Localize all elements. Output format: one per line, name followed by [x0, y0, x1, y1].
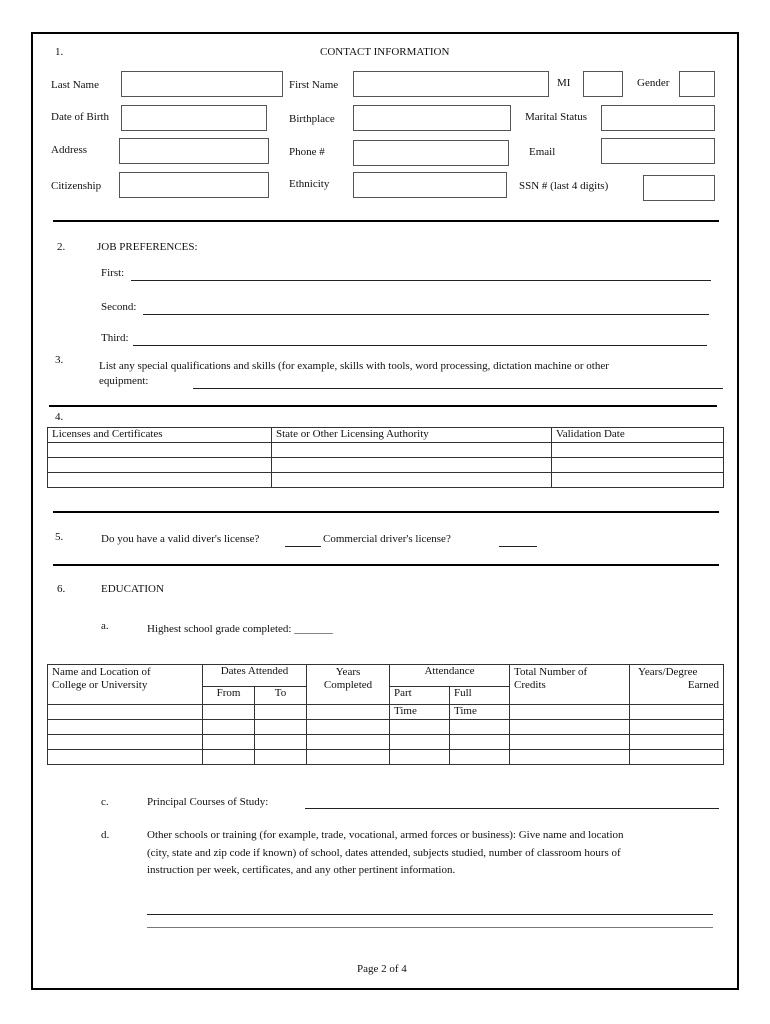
education-table: [47, 664, 724, 765]
gender-label: Gender: [637, 77, 670, 89]
header-validation-date: Validation Date: [552, 428, 724, 443]
table-cell[interactable]: [48, 473, 272, 488]
table-cell[interactable]: [450, 735, 510, 750]
other-training-answer-line-2[interactable]: [147, 927, 713, 928]
job-second-line[interactable]: [143, 314, 709, 315]
commercial-license-answer-line[interactable]: [499, 546, 537, 547]
section3-text-2: equipment:: [99, 375, 149, 387]
table-cell[interactable]: [450, 720, 510, 735]
section-divider: [49, 405, 717, 407]
header-to: To: [255, 686, 307, 704]
header-degree: [630, 665, 724, 705]
table-cell[interactable]: [390, 720, 450, 735]
section-divider: [53, 220, 719, 222]
item-c-letter: c.: [101, 796, 109, 808]
birthplace-label: Birthplace: [289, 113, 335, 125]
address-field[interactable]: [119, 138, 269, 164]
table-cell[interactable]: [272, 473, 552, 488]
first-name-label: First Name: [289, 79, 339, 91]
section-divider: [53, 511, 719, 513]
header-part-line1: Part: [394, 686, 412, 699]
table-cell[interactable]: [552, 443, 724, 458]
table-cell[interactable]: [510, 735, 630, 750]
table-cell[interactable]: [630, 750, 724, 765]
highest-grade-text: Highest school grade completed: _______: [147, 623, 333, 635]
header-credits-line1: Total Number of: [514, 666, 588, 678]
header-full-time: [450, 686, 510, 704]
section3-number: 3.: [55, 354, 64, 366]
header-years-line1: Years: [335, 666, 361, 678]
marital-status-label: Marital Status: [525, 111, 588, 123]
table-cell[interactable]: [48, 443, 272, 458]
phone-field[interactable]: [353, 140, 509, 166]
job-second-label: Second:: [101, 301, 137, 313]
table-cell[interactable]: [390, 750, 450, 765]
table-cell[interactable]: [450, 750, 510, 765]
table-row: [48, 473, 724, 488]
last-name-field[interactable]: [121, 71, 283, 97]
last-name-label: Last Name: [51, 79, 99, 91]
marital-status-field[interactable]: [601, 105, 715, 131]
table-cell[interactable]: [307, 735, 390, 750]
table-cell[interactable]: [552, 458, 724, 473]
header-attendance: Attendance: [390, 665, 510, 687]
table-cell[interactable]: [510, 705, 630, 720]
table-cell[interactable]: [630, 720, 724, 735]
birthplace-field[interactable]: [353, 105, 511, 131]
job-third-line[interactable]: [133, 345, 707, 346]
table-cell[interactable]: [203, 735, 255, 750]
table-cell[interactable]: [203, 720, 255, 735]
table-cell[interactable]: [48, 705, 203, 720]
other-training-line1: Other schools or training (for example, trade, vocational, armed forces or business): Give name and location: [147, 829, 624, 841]
email-field[interactable]: [601, 138, 715, 164]
table-cell[interactable]: [307, 705, 390, 720]
table-cell[interactable]: [510, 750, 630, 765]
table-row: [48, 458, 724, 473]
header-degree-line1: Years/Degree: [638, 666, 698, 678]
email-label: Email: [529, 146, 556, 158]
header-degree-line2: Earned: [687, 679, 719, 691]
table-cell: Time: [390, 705, 450, 720]
ssn-field[interactable]: [643, 175, 715, 201]
table-cell[interactable]: [510, 720, 630, 735]
ethnicity-field[interactable]: [353, 172, 507, 198]
header-school-line1: Name and Location of: [52, 666, 151, 678]
licenses-table: [47, 427, 724, 488]
header-years-line2: Completed: [323, 679, 373, 691]
page-number: Page 2 of 4: [357, 963, 407, 975]
mi-field[interactable]: [583, 71, 623, 97]
courses-label: Principal Courses of Study:: [147, 796, 269, 808]
table-cell[interactable]: [255, 735, 307, 750]
table-header-row: [48, 665, 724, 687]
table-row: [48, 735, 724, 750]
table-cell[interactable]: [630, 705, 724, 720]
table-cell[interactable]: [255, 705, 307, 720]
first-name-field[interactable]: [353, 71, 549, 97]
other-training-answer-line[interactable]: [147, 914, 713, 915]
other-training-line2: (city, state and zip code if known) of school, dates attended, subjects studied, number of classroom hours of: [147, 847, 621, 859]
commercial-license-question: Commercial driver's license?: [323, 533, 451, 545]
section2-title: JOB PREFERENCES:: [97, 241, 198, 253]
section5-number: 5.: [55, 531, 64, 543]
table-cell[interactable]: [255, 750, 307, 765]
table-cell[interactable]: [630, 735, 724, 750]
section6-title: EDUCATION: [101, 583, 164, 595]
table-cell[interactable]: [272, 458, 552, 473]
table-cell[interactable]: [48, 750, 203, 765]
mi-label: MI: [557, 77, 571, 89]
header-licenses: Licenses and Certificates: [48, 428, 272, 443]
courses-line[interactable]: [305, 808, 719, 809]
table-row: [48, 720, 724, 735]
job-first-label: First:: [101, 267, 125, 279]
table-cell[interactable]: [272, 443, 552, 458]
table-header-row: [48, 428, 724, 443]
table-cell: Time: [450, 705, 510, 720]
header-years: [307, 665, 390, 705]
table-cell[interactable]: [255, 720, 307, 735]
header-authority: State or Other Licensing Authority: [272, 428, 552, 443]
ssn-label: SSN # (last 4 digits): [519, 180, 609, 192]
table-cell[interactable]: [552, 473, 724, 488]
section1-title: CONTACT INFORMATION: [320, 46, 450, 58]
header-full-line1: Full: [454, 686, 472, 699]
item-a-letter: a.: [101, 620, 109, 632]
table-cell[interactable]: [48, 735, 203, 750]
section2-number: 2.: [57, 241, 66, 253]
table-cell[interactable]: [203, 705, 255, 720]
address-label: Address: [51, 144, 88, 156]
job-third-label: Third:: [101, 332, 129, 344]
job-first-line[interactable]: [131, 280, 711, 281]
table-row: [48, 443, 724, 458]
ethnicity-label: Ethnicity: [289, 178, 330, 190]
dob-label: Date of Birth: [51, 111, 110, 123]
skills-line[interactable]: [193, 388, 723, 389]
table-cell[interactable]: [203, 750, 255, 765]
section6-number: 6.: [57, 583, 66, 595]
table-row: [48, 750, 724, 765]
section1-number: 1.: [55, 46, 64, 58]
header-dates: Dates Attended: [203, 665, 307, 687]
header-part-time: [390, 686, 450, 704]
table-cell[interactable]: [390, 735, 450, 750]
citizenship-label: Citizenship: [51, 180, 102, 192]
section3-text: List any special qualifications and skills (for example, skills with tools, word processing, dictation machine or other: [99, 360, 609, 372]
drivers-license-answer-line[interactable]: [285, 546, 321, 547]
header-credits: [510, 665, 630, 705]
citizenship-field[interactable]: [119, 172, 269, 198]
table-cell[interactable]: [307, 750, 390, 765]
drivers-license-question: Do you have a valid diver's license?: [101, 533, 260, 545]
item-d-letter: d.: [101, 829, 110, 841]
section-divider: [53, 564, 719, 566]
header-school: [48, 665, 203, 705]
table-cell[interactable]: [307, 720, 390, 735]
table-cell[interactable]: [48, 720, 203, 735]
dob-field[interactable]: [121, 105, 267, 131]
table-cell[interactable]: [48, 458, 272, 473]
section4-number: 4.: [55, 411, 64, 423]
phone-label: Phone #: [289, 146, 325, 158]
form-page: [31, 32, 739, 990]
other-training-line3: instruction per week, certificates, and any other pertinent information.: [147, 864, 456, 876]
header-school-line2: College or University: [52, 679, 148, 691]
header-from: From: [203, 686, 255, 704]
table-row: [48, 705, 724, 720]
gender-field[interactable]: [679, 71, 715, 97]
header-credits-line2: Credits: [514, 679, 546, 691]
